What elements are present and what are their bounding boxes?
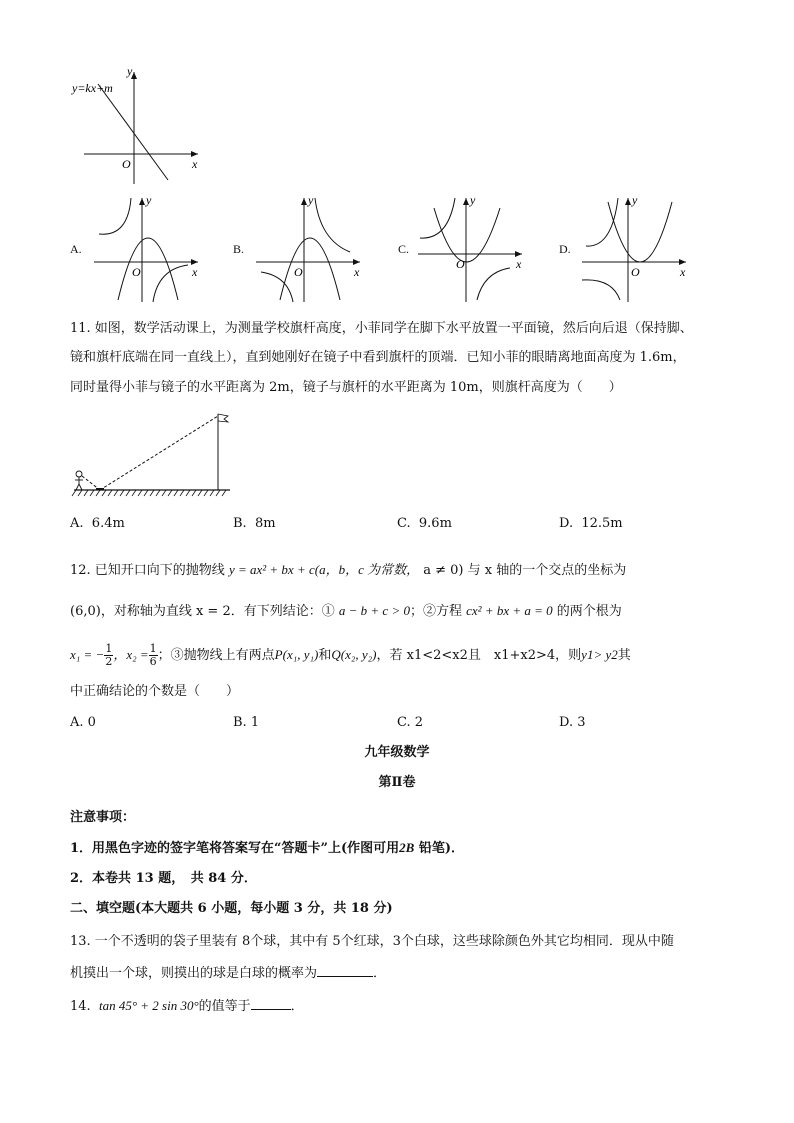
part-title: 二、填空题(本大题共 6 小题，每小题 3 分，共 18 分) [70,901,393,916]
q10-option-c-graph [414,192,529,304]
q11-option-b: B. 8m [233,516,276,531]
option-c-label: C. [398,242,410,256]
q11-line-2: 镜和旗杆底端在同一直线上），直到她刚好在镜子中看到旗杆的顶端．已知小菲的眼睛离地面高度为 1.6m， [70,350,686,365]
origin-label: O [631,265,640,279]
flag-icon [218,414,228,422]
y-axis-label: y [127,64,133,78]
y-axis-label: y [146,193,152,207]
fraction-one-half: $\frac{1}{2}$ [105,642,113,668]
q11-option-a: A. 6.4m [70,516,125,531]
x-axis-label: x [354,265,360,279]
q14-line: 14. tan 45° + 2 sin 30°的值等于 ． [70,998,304,1014]
q10-option-b-graph [252,192,367,304]
flagpole-mirror-diagram [68,408,238,504]
fraction-one-sixth: $\frac{1}{6}$ [149,642,157,668]
answer-blank[interactable] [317,964,373,977]
x-axis-label: x [516,257,522,271]
q11-line-1: 11. 如图，数学活动课上，为测量学校旗杆高度，小菲同学在脚下水平放置一平面镜，然后向后退（保持脚、 [70,321,693,336]
q12-option-b: B. 1 [233,715,260,730]
origin-label: O [456,257,465,271]
q10-option-d-graph [578,192,693,304]
origin-label: O [122,157,131,171]
volume-title: 第Ⅱ卷 [378,775,416,790]
q12-line-4: 中正确结论的个数是（ ） [70,684,240,699]
y-axis-label: y [470,193,476,207]
notice-item-1: 1．用黑色字迹的签字笔将答案写在“答题卡”上(作图可用2B 铅笔)． [70,840,465,856]
q12-line-3: x₁ = − $\frac{1}{2}$ ，x₂ = $\frac{1}{6}$ ；③抛物线上有两点P(x₁, y₁)和Q(x₂, y₂)，若 x1<2<x2且 x1+x2>4，则y1> y2其 [70,642,631,668]
q12-option-d: D. 3 [559,715,586,730]
y-axis-label: y [308,193,314,207]
q10-line-graph [66,62,216,187]
x-axis-label: x [192,157,198,171]
line-equation-label: y=kx+m [72,81,113,95]
grade-title: 九年级数学 [364,745,430,760]
option-a-label: A. [70,242,82,256]
q12-line-1: 12. 已知开口向下的抛物线 y = ax² + bx + c(a，b，c 为常数， a ≠ 0) 与 x 轴的一个交点的坐标为 [70,562,627,578]
option-b-label: B. [233,242,245,256]
x-axis-label: x [192,265,198,279]
answer-blank[interactable] [251,997,291,1010]
origin-label: O [294,265,303,279]
q13-line-2: 机摸出一个球，则摸出的球是白球的概率为 ． [70,966,387,981]
q12-option-c: C. 2 [397,715,424,730]
q11-line-3: 同时量得小菲与镜子的水平距离为 2m，镜子与旗杆的水平距离为 10m，则旗杆高度为（ ） [70,380,622,395]
q12-line-2: (6,0)，对称轴为直线 x = 2．有下列结论：① a − b + c > 0；②方程 cx² + bx + a = 0 的两个根为 [70,603,622,619]
person-figure [75,471,83,490]
q13-line-1: 13. 一个不透明的袋子里装有 8个球，其中有 5个红球，3个白球，这些球除颜色外其它均相同．现从中随 [70,934,674,949]
y-axis-label: y [632,193,638,207]
x-axis-label: x [680,265,686,279]
q11-option-d: D. 12.5m [559,516,623,531]
origin-label: O [132,265,141,279]
q10-option-a-graph [90,192,205,304]
option-d-label: D. [559,242,571,256]
q11-option-c: C. 9.6m [397,516,452,531]
notice-item-2: 2．本卷共 13 题， 共 84 分． [70,871,257,886]
q12-option-a: A. 0 [70,715,96,730]
notice-title: 注意事项： [70,810,136,825]
